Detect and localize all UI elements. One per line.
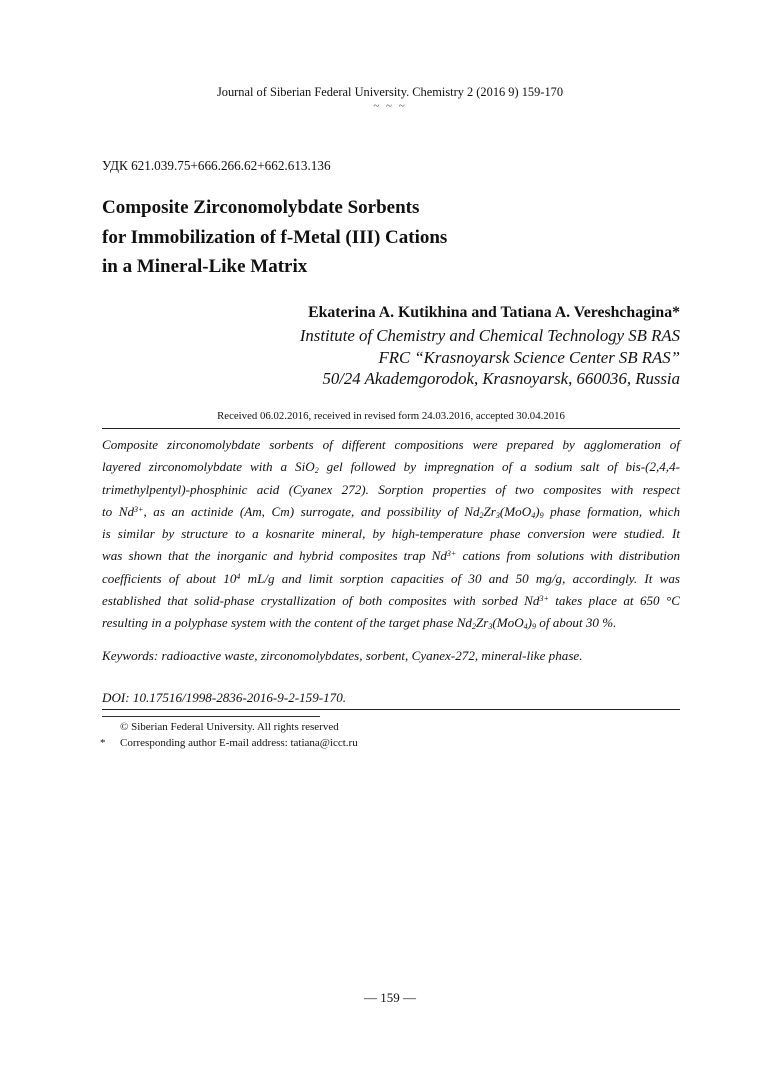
title-line: Composite Zirconomolybdate Sorbents <box>102 197 420 218</box>
page-number: ― 159 ― <box>364 990 416 1005</box>
affiliation <box>150 325 680 390</box>
doi: DOI: 10.17516/1998-2836-2016-9-2-159-170. <box>102 690 347 705</box>
abstract-top-rule <box>102 428 680 429</box>
abstract-line: resulting in a polyphase system with the content of the target phase $Nd_2Zr_3(MoO_4)_9$ of about 30 %. <box>102 615 617 632</box>
abstract <box>102 434 680 635</box>
abstract-line: trimethylpentyl)-phosphinic acid (Cyanex 272). Sorption properties of two composites with respect <box>102 481 680 497</box>
abstract-line: layered zirconomolybdate with a SiO$_2$ gel followed by impregnation of a sodium salt of bis-(2,4,4- <box>102 459 680 476</box>
abstract-bottom-rule <box>102 709 680 710</box>
abstract-line: was shown that the inorganic and hybrid composites trap $Nd^{3+}$ cations from solutions with distribution <box>102 548 681 564</box>
keywords: Keywords: radioactive waste, zirconomolybdates, sorbent, Cyanex-272, mineral-like phase. <box>102 648 583 663</box>
abstract-line: Composite zirconomolybdate sorbents of different compositions were prepared by agglomeration of <box>102 437 680 452</box>
article-title <box>102 193 662 282</box>
authors: Ekaterina A. Kutikhina and Tatiana A. Vereshchagina* <box>308 304 680 321</box>
footnote-asterisk: * <box>100 737 106 749</box>
corresponding-author-footnote: Corresponding author E-mail address: tatiana@icct.ru <box>120 737 358 749</box>
abstract-line: to $Nd^{3+}$, as an actinide (Am, Cm) surrogate, and possibility of $Nd_2Zr_3(MoO_4)_9$ phase formation, which <box>102 503 680 520</box>
affiliation-line: 50/24 Akademgorodok, Krasnoyarsk, 660036, Russia <box>322 369 680 388</box>
received-dates: Received 06.02.2016, received in revised form 24.03.2016, accepted 30.04.2016 <box>217 410 565 422</box>
abstract-line: coefficients of about $10^4$ mL/g and limit sorption capacities of 30 and 50 mg/g, accordingly. It was <box>102 570 680 586</box>
affiliation-line: FRC “Krasnoyarsk Science Center SB RAS” <box>378 347 680 367</box>
journal-header: Journal of Siberian Federal University. Chemistry 2 (2016 9) 159-170 <box>216 85 564 99</box>
title-line: in a Mineral-Like Matrix <box>102 256 308 277</box>
title-line: for Immobilization of f-Metal (III) Cations <box>102 226 448 248</box>
copyright-footnote: © Siberian Federal University. All rights reserved <box>120 721 339 733</box>
footnote-separator <box>102 716 320 717</box>
abstract-line: established that solid-phase crystallization of both composites with sorbed $Nd^{3+}$ takes place at 650 °C <box>102 593 680 609</box>
udc-code: УДК 621.039.75+666.266.62+662.613.136 <box>102 158 331 173</box>
header-ornament: ~ ~ ~ <box>373 100 407 112</box>
affiliation-line: Institute of Chemistry and Chemical Technology SB RAS <box>299 326 680 345</box>
abstract-line: is similar by structure to a kosnarite mineral, by high-temperature phase conversion were studied. It <box>102 526 680 542</box>
